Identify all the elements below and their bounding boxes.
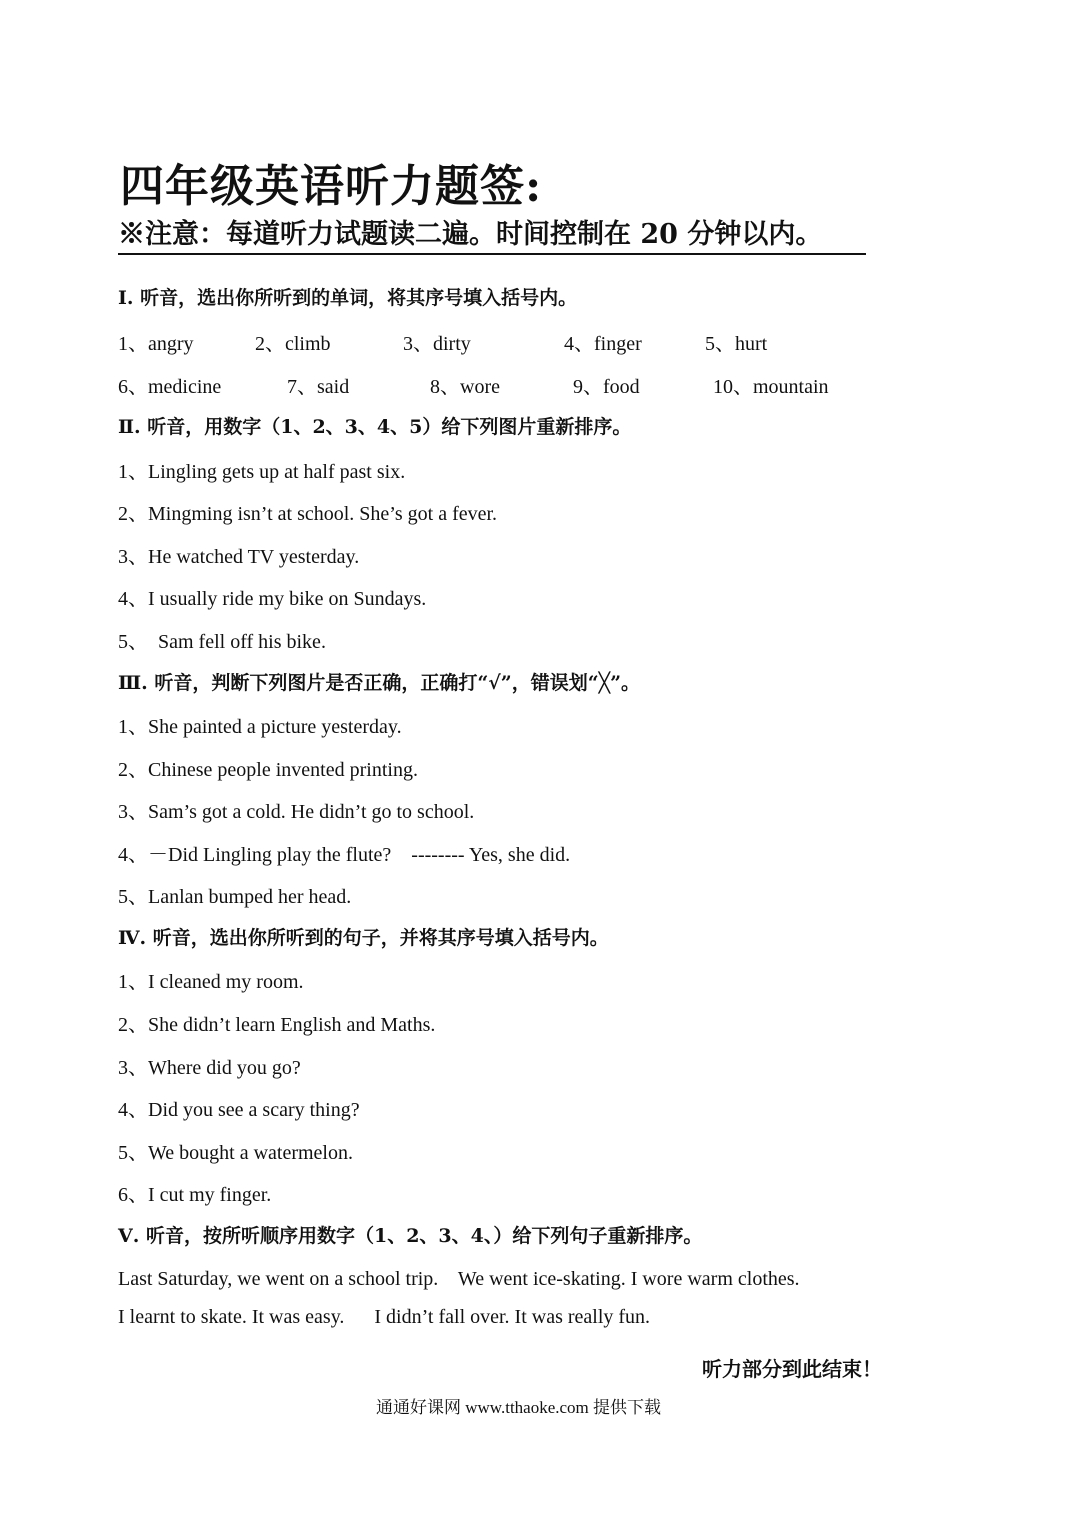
sentence-item: 1、Lingling gets up at half past six. xyxy=(118,461,406,483)
sentence-item: 5、We bought a watermelon. xyxy=(118,1142,353,1164)
section-2-heading: Ⅱ. 听音，用数字（1、2、3、4、5）给下列图片重新排序。 xyxy=(118,416,632,438)
sentence-item: 1、She painted a picture yesterday. xyxy=(118,716,402,738)
sentence-item: 5、 Sam fell off his bike. xyxy=(118,631,326,653)
section-1-heading: Ⅰ. 听音，选出你所听到的单词，将其序号填入括号内。 xyxy=(118,287,578,309)
sentence-item: 1、I cleaned my room. xyxy=(118,971,304,993)
notice-line: ※注意：每道听力试题读二遍。时间控制在 20 分钟以内。 xyxy=(118,212,866,255)
sentence-item: 6、I cut my finger. xyxy=(118,1184,272,1206)
word-item: 1、angry xyxy=(118,333,194,355)
sentence-item: 4、Did you see a scary thing? xyxy=(118,1099,360,1121)
sentence-line: I learnt to skate. It was easy. I didn’t fall over. It was really fun. xyxy=(118,1306,651,1328)
sentence-item: 3、Sam’s got a cold. He didn’t go to school. xyxy=(118,801,475,823)
sentence-item: 2、Mingming isn’t at school. She’s got a fever. xyxy=(118,503,498,525)
word-item: 5、hurt xyxy=(705,333,768,355)
word-item: 7、said xyxy=(287,376,350,398)
sentence-item: 4、I usually ride my bike on Sundays. xyxy=(118,588,427,610)
end-note: 听力部分到此结束！ xyxy=(702,1357,882,1381)
word-item: 2、climb xyxy=(255,333,331,355)
section-3-heading: Ⅲ. 听音，判断下列图片是否正确，正确打“√”，错误划“╳”。 xyxy=(118,672,641,694)
sentence-item: 5、Lanlan bumped her head. xyxy=(118,886,352,908)
word-item: 10、mountain xyxy=(713,376,829,398)
sentence-item: 2、Chinese people invented printing. xyxy=(118,759,418,781)
word-item: 6、medicine xyxy=(118,376,222,398)
sentence-item: 3、Where did you go? xyxy=(118,1057,301,1079)
section-4-heading: Ⅳ. 听音，选出你所听到的句子，并将其序号填入括号内。 xyxy=(118,927,609,949)
word-item: 4、finger xyxy=(564,333,642,355)
footer-credit: 通通好课网 www.tthaoke.com 提供下载 xyxy=(376,1398,662,1417)
sentence-line: Last Saturday, we went on a school trip. We went ice-skating. I wore warm clothes. xyxy=(118,1268,800,1290)
section-5-heading: Ⅴ. 听音，按所听顺序用数字（1、2、3、4、）给下列句子重新排序。 xyxy=(118,1225,703,1247)
word-item: 9、food xyxy=(573,376,640,398)
sentence-item: 3、He watched TV yesterday. xyxy=(118,546,360,568)
sentence-item: 4、－Did Lingling play the flute? -------- Yes, she did. xyxy=(118,844,571,866)
sentence-item: 2、She didn’t learn English and Maths. xyxy=(118,1014,436,1036)
word-item: 8、wore xyxy=(430,376,500,398)
word-item: 3、dirty xyxy=(403,333,471,355)
page-title: 四年级英语听力题签: xyxy=(120,161,543,212)
